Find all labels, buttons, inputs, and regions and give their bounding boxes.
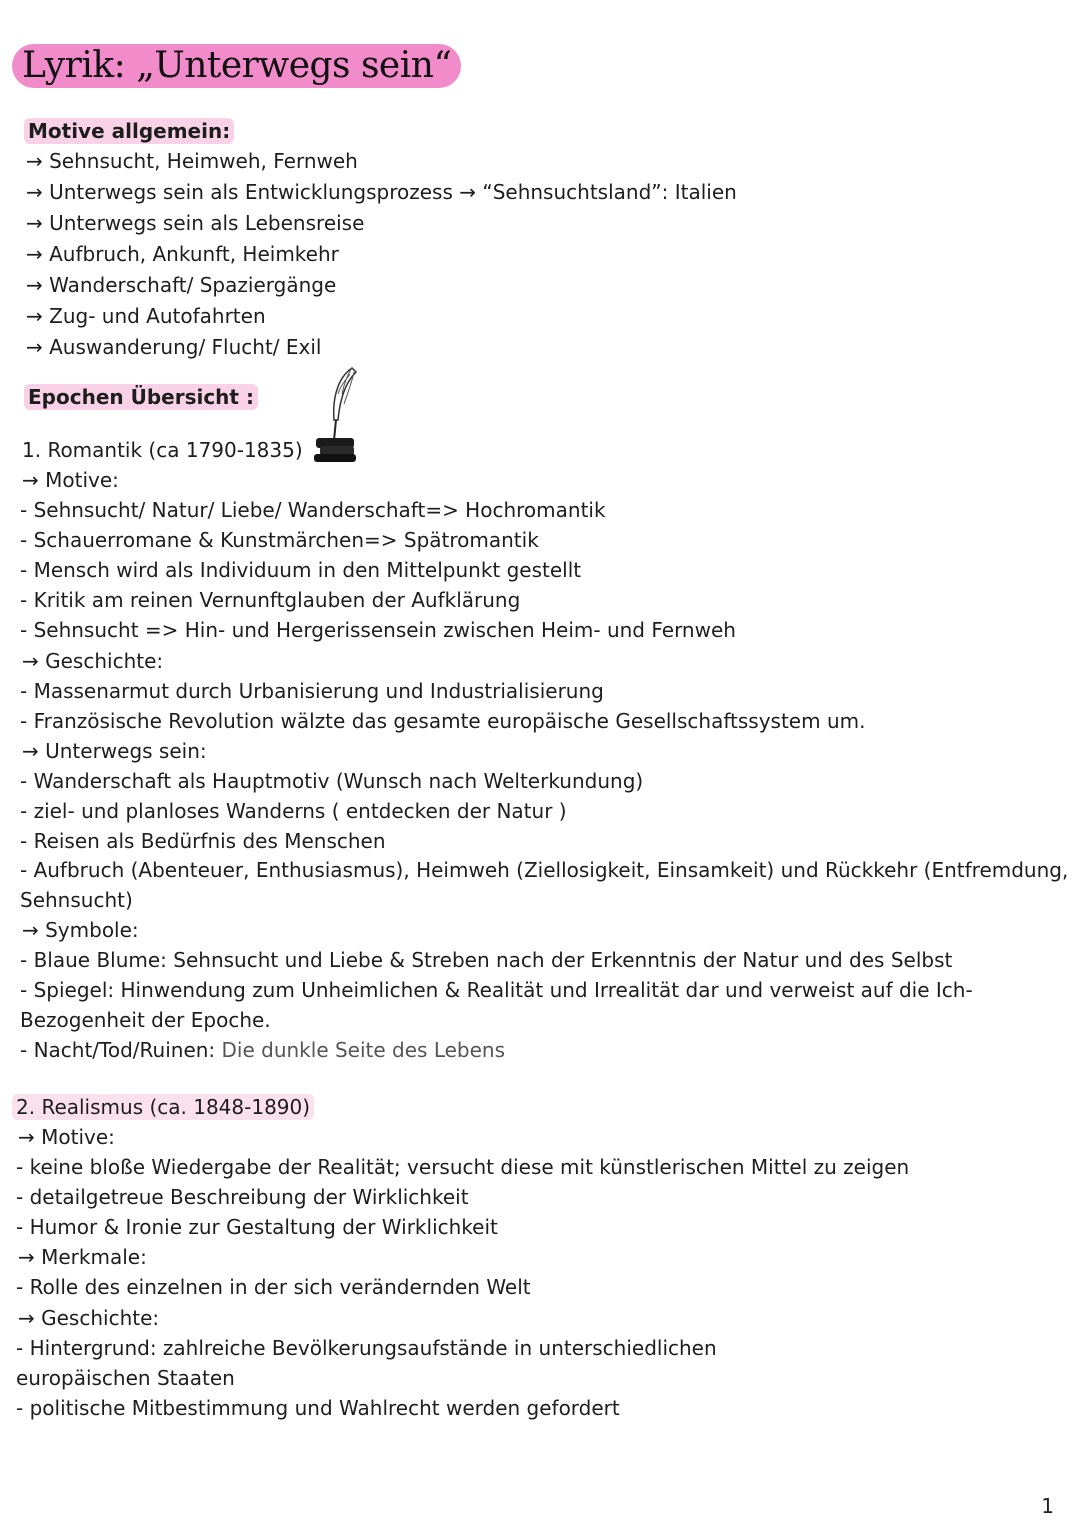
romantik-nacht-prefix: - Nacht/Tod/Ruinen: [20,1038,216,1062]
quill-inkwell-icon [310,364,364,468]
realismus-merkmale-label: → Merkmale: [18,1245,147,1269]
realismus-heading: 2. Realismus (ca. 1848-1890) [12,1094,314,1120]
title-highlight [12,44,461,88]
realismus-motive-item: - Humor & Ironie zur Gestaltung der Wirklichkeit [16,1215,498,1239]
romantik-nacht-row [20,1037,505,1063]
realismus-geschichte-item: - politische Mitbestimmung und Wahlrecht werden gefordert [16,1396,620,1420]
romantik-geschichte-label: → Geschichte: [22,649,164,673]
romantik-motive-item: - Schauerromane & Kunstmärchen=> Spätromantik [20,528,539,552]
romantik-unterwegs-item: - ziel- und planloses Wanderns ( entdecken der Natur ) [20,799,567,823]
realismus-geschichte-item: - Hintergrund: zahlreiche Bevölkerungsaufstände in unterschiedlichen [16,1336,717,1360]
romantik-nacht-text: Die dunkle Seite des Lebens [221,1038,506,1062]
romantik-motive-item: - Sehnsucht => Hin- und Hergerissensein zwischen Heim- und Fernweh [20,618,736,642]
romantik-symbole-label: → Symbole: [22,918,139,942]
page-title: Lyrik: „Unterwegs sein“ [22,45,452,86]
epochen-heading-row [24,384,258,410]
realismus-heading-row [12,1094,314,1120]
motive-item: → Zug- und Autofahrten [26,304,266,328]
realismus-motive-item: - detailgetreue Beschreibung der Wirklichkeit [16,1185,469,1209]
realismus-merkmale-item: - Rolle des einzelnen in der sich verändernden Welt [16,1275,531,1299]
romantik-unterwegs-label: → Unterwegs sein: [22,739,207,763]
romantik-unterwegs-item: Sehnsucht) [20,888,133,912]
romantik-motive-item: - Mensch wird als Individuum in den Mittelpunkt gestellt [20,558,582,582]
romantik-motive-label: → Motive: [22,468,119,492]
romantik-symbole-item: - Blaue Blume: Sehnsucht und Liebe & Streben nach der Erkenntnis der Natur und des Selbst [20,948,953,972]
romantik-geschichte-item: - Massenarmut durch Urbanisierung und Industrialisierung [20,679,604,703]
motive-item: → Unterwegs sein als Lebensreise [26,211,365,235]
realismus-motive-item: - keine bloße Wiedergabe der Realität; versucht diese mit künstlerischen Mittel zu zeigen [16,1155,910,1179]
romantik-symbole-item: Bezogenheit der Epoche. [20,1008,271,1032]
motive-heading: Motive allgemein: [24,118,234,144]
page-number: 1 [1041,1494,1054,1518]
romantik-motive-item: - Kritik am reinen Vernunftglauben der Aufklärung [20,588,521,612]
realismus-geschichte-item: europäischen Staaten [16,1366,235,1390]
epochen-heading: Epochen Übersicht : [24,384,258,410]
motive-item: → Wanderschaft/ Spaziergänge [26,273,337,297]
romantik-geschichte-item: - Französische Revolution wälzte das gesamte europäische Gesellschaftssystem um. [20,709,866,733]
motive-item: → Sehnsucht, Heimweh, Fernweh [26,149,358,173]
motive-item: → Unterwegs sein als Entwicklungsprozess → “Sehnsuchtsland”: Italien [26,180,737,204]
romantik-unterwegs-item: - Reisen als Bedürfnis des Menschen [20,829,386,853]
romantik-unterwegs-item: - Wanderschaft als Hauptmotiv (Wunsch nach Welterkundung) [20,769,644,793]
romantik-heading-row [18,437,307,463]
romantik-unterwegs-item: - Aufbruch (Abenteuer, Enthusiasmus), Heimweh (Ziellosigkeit, Einsamkeit) und Rückkehr (Entfremdung, [20,858,1069,882]
romantik-heading: 1. Romantik (ca 1790-1835) [22,438,303,462]
realismus-geschichte-label: → Geschichte: [18,1306,160,1330]
motive-item: → Auswanderung/ Flucht/ Exil [26,335,322,359]
romantik-symbole-item: - Spiegel: Hinwendung zum Unheimlichen & Realität und Irrealität dar und verweist auf die Ich- [20,978,973,1002]
realismus-motive-label: → Motive: [18,1125,115,1149]
motive-heading-row [24,118,234,144]
romantik-motive-item: - Sehnsucht/ Natur/ Liebe/ Wanderschaft=> Hochromantik [20,498,606,522]
motive-item: → Aufbruch, Ankunft, Heimkehr [26,242,339,266]
